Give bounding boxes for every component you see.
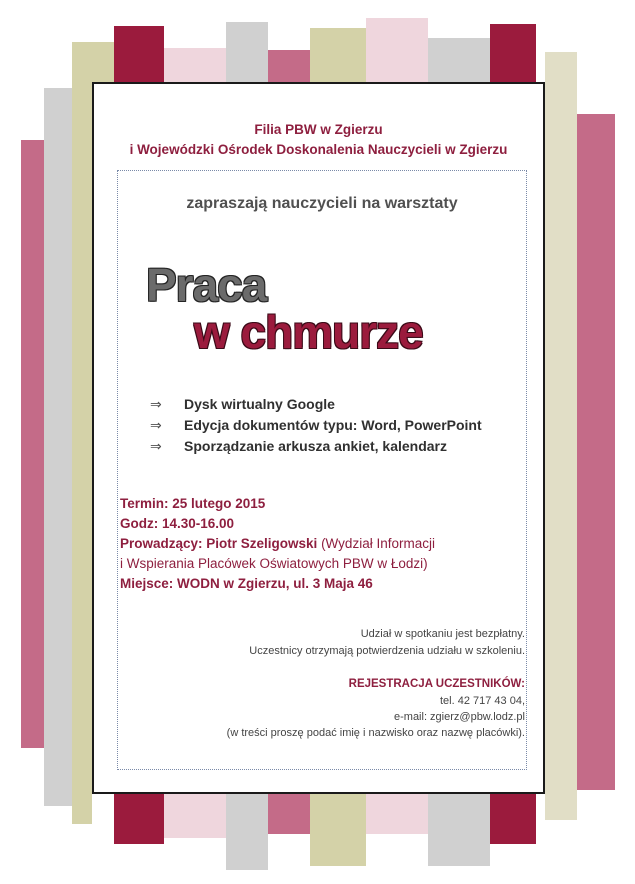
stripe	[114, 794, 164, 844]
event-date: Termin: 25 lutego 2015	[120, 496, 266, 511]
arrow-icon: ⇒	[150, 417, 162, 433]
invitation-subtitle: zapraszają nauczycieli na warsztaty	[186, 195, 458, 212]
stripe	[72, 42, 92, 824]
event-hours: Godz: 14.30-16.00	[120, 516, 235, 531]
list-item	[150, 396, 482, 417]
lead-organization: (Wydział Informacji	[317, 536, 435, 551]
event-place: Miejsce: WODN w Zgierzu, ul. 3 Maja 46	[120, 576, 373, 591]
topic-text: Sporządzanie arkusza ankiet, kalendarz	[184, 438, 447, 454]
stripe	[577, 114, 615, 790]
list-item	[150, 417, 482, 438]
registration-email: e-mail: zgierz@pbw.lodz.pl	[394, 711, 525, 723]
arrow-icon: ⇒	[150, 396, 162, 412]
registration-heading: REJESTRACJA UCZESTNIKÓW:	[348, 678, 525, 690]
stripe	[310, 794, 366, 866]
topic-text: Edycja dokumentów typu: Word, PowerPoint	[184, 417, 482, 433]
registration-instructions: (w treści proszę podać imię i nazwisko oraz nazwę placówki).	[226, 727, 525, 739]
registration-phone: tel. 42 717 43 04,	[439, 695, 525, 707]
stripe	[428, 794, 490, 866]
organizer-line-1: Filia PBW w Zgierzu	[254, 122, 383, 137]
stripe	[545, 52, 577, 820]
stripe	[21, 140, 44, 748]
event-details	[120, 496, 435, 596]
lead-organization-cont: i Wspierania Placówek Oświatowych PBW w Łodzi)	[120, 556, 428, 571]
organizer-line-2: i Wojewódzki Ośrodek Doskonalenia Nauczycieli w Zgierzu	[129, 142, 508, 157]
title-line-1: Praca	[146, 259, 267, 311]
stripe	[268, 794, 310, 834]
stripe	[366, 18, 428, 92]
stripe	[490, 794, 536, 844]
stripe	[44, 88, 72, 806]
topic-list	[150, 396, 482, 459]
stripe	[164, 794, 226, 838]
title-line-2: w chmurze	[194, 306, 423, 358]
topic-text: Dysk wirtualny Google	[184, 396, 335, 412]
lead-name: Prowadzący: Piotr Szeligowski	[120, 536, 318, 551]
free-note: Udział w spotkaniu jest bezpłatny.	[360, 628, 525, 640]
certificate-note: Uczestnicy otrzymają potwierdzenia udziału w szkoleniu.	[249, 645, 525, 657]
arrow-icon: ⇒	[150, 438, 162, 454]
stripe	[226, 794, 268, 870]
list-item	[150, 438, 482, 459]
stripe	[366, 794, 428, 834]
